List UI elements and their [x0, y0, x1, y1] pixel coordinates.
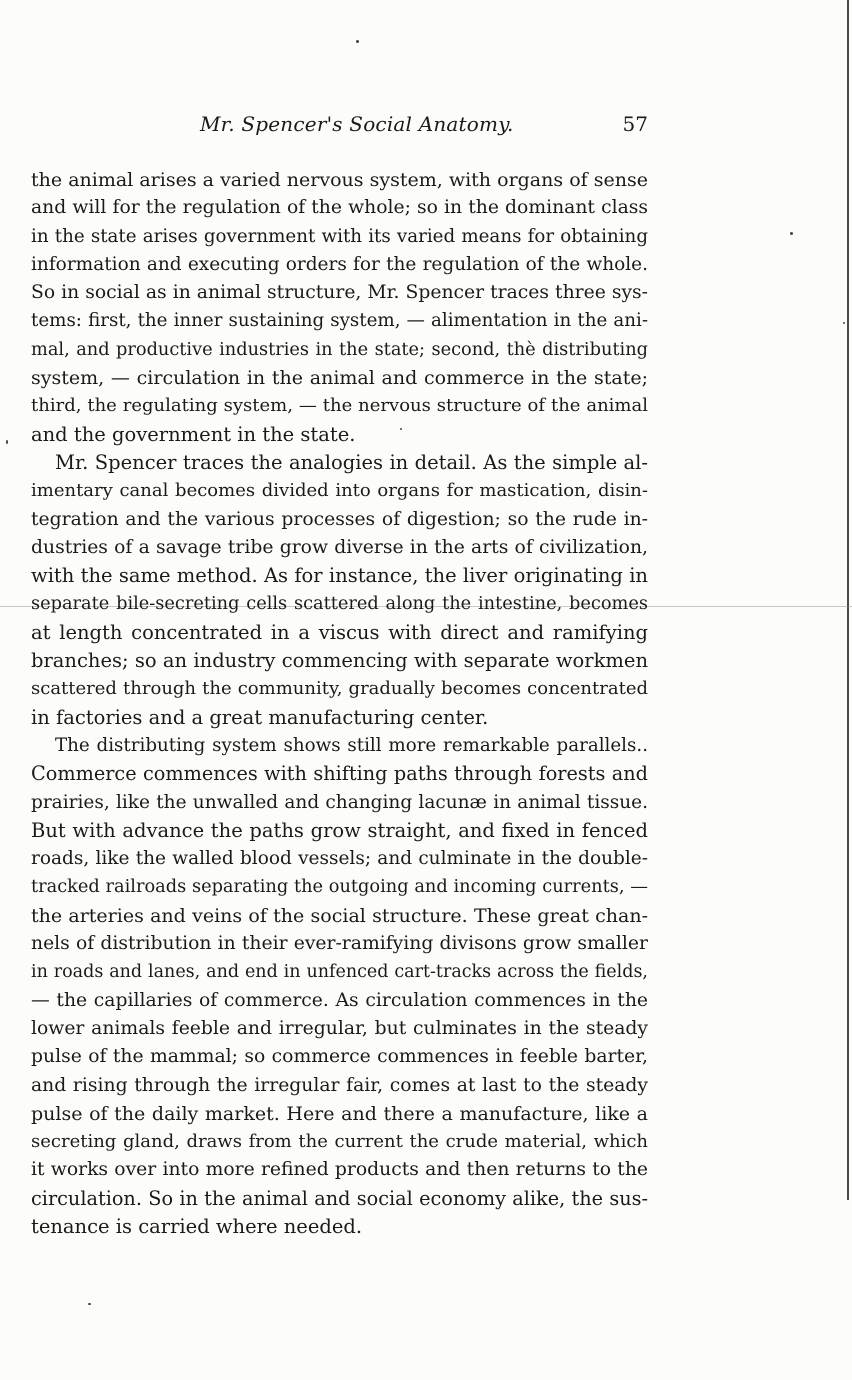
text-line: But with advance the paths grow straight, and fixed in fenced [31, 818, 648, 842]
text-line: information and executing orders for the regulation of the whole. [31, 253, 648, 275]
text-line: So in social as in animal structure, Mr. Spencer traces three sys- [31, 282, 648, 304]
text-line: separate bile-secreting cells scattered along the intestine, becomes [31, 594, 648, 615]
text-line: at length concentrated in a viscus with direct and ramifying [31, 620, 648, 644]
text-line: pulse of the mammal; so commerce commences in feeble barter, [31, 1046, 648, 1068]
text-line: tems: first, the inner sustaining system, — alimentation in the ani- [31, 310, 648, 332]
text-line: tenance is carried where needed. [31, 1214, 363, 1238]
text-line: prairies, like the unwalled and changing lacunæ in animal tissue. [31, 791, 648, 813]
text-line: mal, and productive industries in the state; second, thè distributing [31, 339, 648, 360]
text-line: third, the regulating system, — the nervous structure of the animal [31, 395, 648, 417]
text-line: in roads and lanes, and end in unfenced cart-tracks across the fields, [31, 962, 648, 983]
text-line: dustries of a savage tribe grow diverse in the arts of civilization, [31, 536, 648, 558]
text-line: lower animals feeble and irregular, but culminates in the steady [31, 1017, 648, 1039]
text-line: with the same method. As for instance, the liver originating in [31, 564, 648, 588]
running-title: Mr. Spencer's Social Anatomy. [200, 112, 514, 136]
body-text [31, 166, 648, 1241]
text-line: the arteries and veins of the social structure. These great chan- [31, 904, 648, 927]
text-line: tegration and the various processes of digestion; so the rude in- [31, 508, 648, 530]
text-line: circulation. So in the animal and social economy alike, the sus- [31, 1186, 648, 1210]
running-header [30, 112, 650, 142]
text-line: and rising through the irregular fair, comes at last to the steady [31, 1074, 648, 1096]
text-line: secreting gland, draws from the current the crude material, which [31, 1131, 648, 1153]
text-line: tracked railroads separating the outgoing and incoming currents, — [31, 877, 648, 898]
scan-speck [88, 1303, 91, 1305]
scan-speck [843, 322, 845, 324]
text-line: in factories and a great manufacturing center. [31, 705, 489, 729]
text-line: branches; so an industry commencing with separate workmen [31, 649, 648, 673]
text-line: Mr. Spencer traces the analogies in detail. As the simple al- [55, 450, 648, 474]
text-line: nels of distribution in their ever-ramifying divisons grow smaller [31, 933, 648, 955]
text-line: in the state arises government with its varied means for obtaining [31, 225, 648, 247]
text-line: system, — circulation in the animal and commerce in the state; [31, 367, 648, 390]
text-line: Commerce commences with shifting paths through forests and [31, 762, 648, 786]
text-line: scattered through the community, gradually becomes concentrated [31, 678, 648, 700]
scan-speck [790, 232, 793, 235]
text-line: and the government in the state. [31, 422, 356, 446]
text-line: The distributing system shows still more remarkable parallels.. [55, 734, 648, 756]
text-line: pulse of the daily market. Here and there a manufacture, like a [31, 1102, 648, 1125]
text-line: imentary canal becomes divided into organs for mastication, disin- [31, 480, 648, 502]
text-line: — the capillaries of commerce. As circulation commences in the [31, 989, 648, 1011]
scan-speck [356, 40, 359, 43]
scan-speck [6, 440, 8, 444]
text-line: roads, like the walled blood vessels; and culminate in the double- [31, 848, 648, 870]
text-line: it works over into more refined products and then returns to the [31, 1159, 648, 1181]
page-number: 57 [622, 112, 648, 136]
text-line: and will for the regulation of the whole; so in the dominant class [31, 197, 648, 219]
text-line: the animal arises a varied nervous system, with organs of sense [31, 169, 648, 191]
page-edge-shadow [847, 0, 849, 1200]
